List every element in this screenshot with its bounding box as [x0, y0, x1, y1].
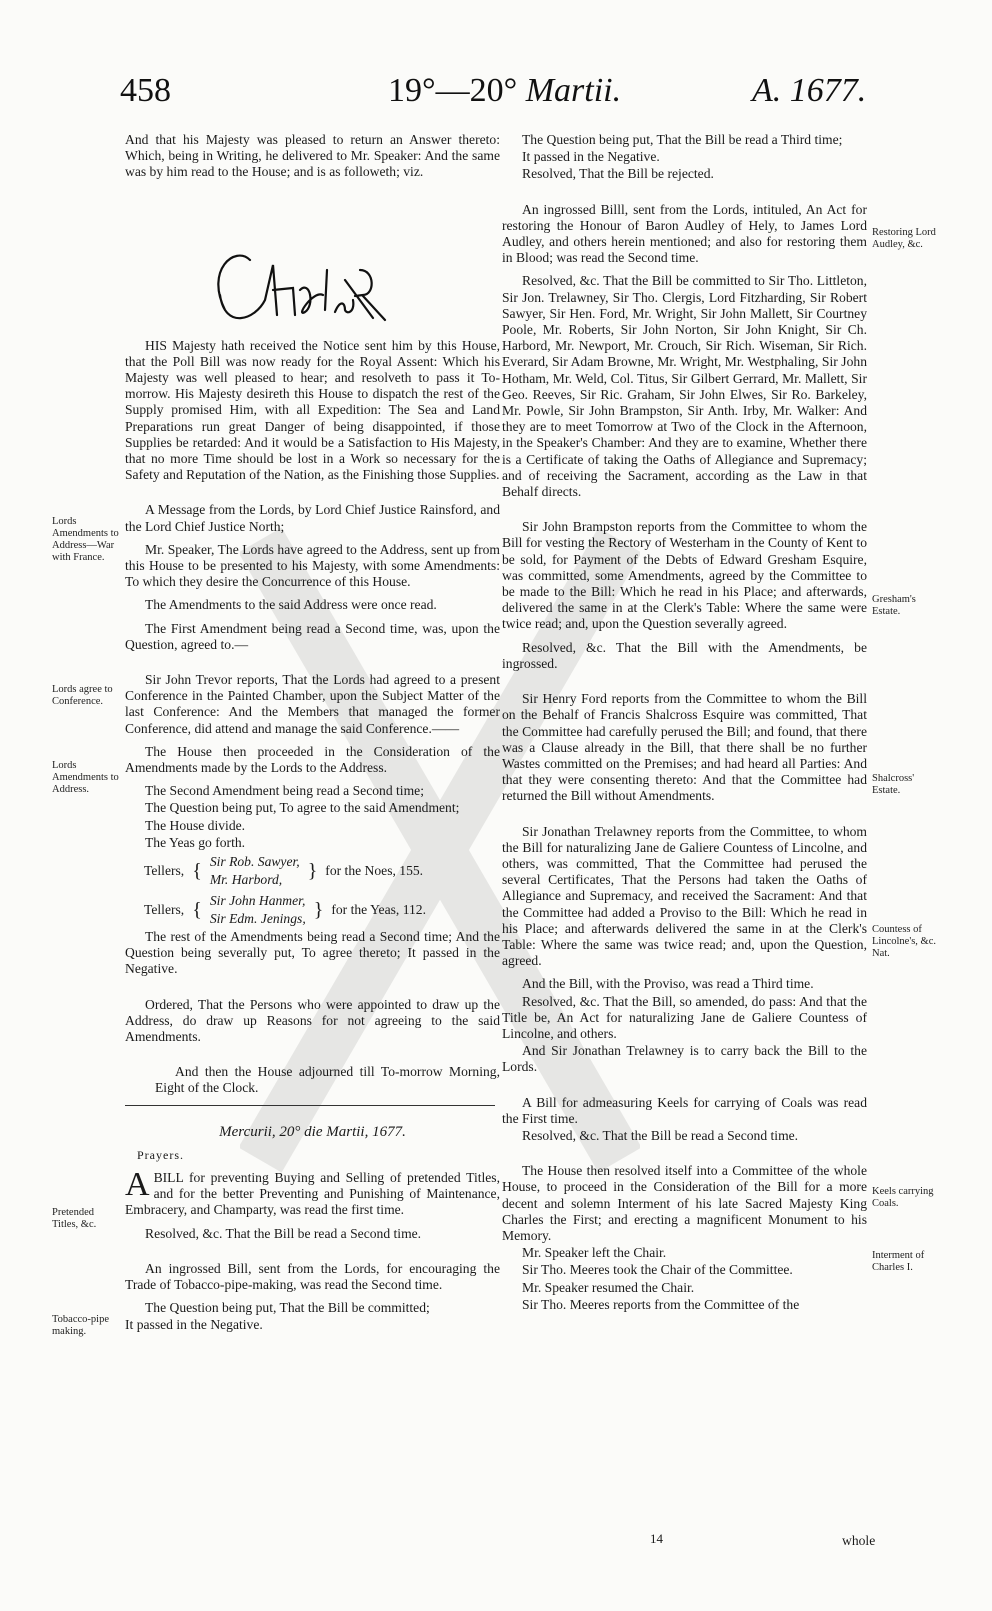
- question-committed: The Question being put, That the Bill be committed;: [145, 1300, 430, 1316]
- drop-cap: A: [125, 1165, 150, 1203]
- header-date-range: 19°—20°: [388, 72, 518, 109]
- margin-note-tobacco-pipe: Tobacco-pipe making.: [52, 1314, 109, 1337]
- tellers-yeas: Tellers, { Sir John Hanmer, } for the Yeas, 112. Sir Edm. Jenings,: [139, 891, 431, 929]
- audley-bill: An ingrossed Billl, sent from the Lords, intituled, An Act for restoring the Honour of Baron Audley of Hely, to James Lord Audley, and others herein mentioned; and also for restoring them in Blood; was read the Second time.: [502, 201, 867, 266]
- second-amendment: The Second Amendment being read a Second time;: [145, 783, 424, 799]
- interment-committee: The House then resolved itself into a Committee of the whole House, to proceed in the Consideration of the Bill for a more decent and solemn Interment of his late Sacred Majesty King Charles the First; and erecting a magnificent Monument to his Memory.: [502, 1163, 867, 1243]
- keels-second: Resolved, &c. That the Bill be read a Second time.: [522, 1127, 799, 1143]
- speaker-resumed: Mr. Speaker resumed the Chair.: [522, 1279, 695, 1295]
- header-month: Martii.: [525, 72, 622, 109]
- margin-note-keels-coals: Keels carrying Coals.: [872, 1186, 934, 1209]
- noes-result: for the Noes, 155.: [325, 863, 424, 879]
- first-amendment: The First Amendment being read a Second time, was, upon the Question, agreed to.—: [125, 620, 500, 652]
- kings-message: HIS Majesty hath received the Notice sent him by this House, that the Poll Bill was now ready for the Royal Assent: Which his Majesty was well pleased to hear; and resolveth to pass it To-morrow. His Majesty desireth this House to dispatch the rest of the Supply promised Him, with all Expedition: The Sea and Land Preparations run great Danger of being disappointed, if those Supplies be retarded: And it would be a Satisfaction to His Majesty, that no more Time should be lost in a Work so necessary for the Safety and Reputation of the Nation, as the Finishing those Supplies.: [125, 337, 500, 483]
- trelawney-carry: And Sir Jonathan Trelawney is to carry back the Bill to the Lords.: [502, 1043, 867, 1075]
- margin-note-interment-charles: Interment of Charles I.: [872, 1250, 925, 1273]
- proviso-third-time: And the Bill, with the Proviso, was read a Third time.: [522, 976, 814, 992]
- header-year: A. 1677.: [752, 72, 867, 109]
- tellers-noes: Tellers, { Sir Rob. Sawyer, } for the Noes, 155. Mr. Harbord,: [139, 852, 428, 890]
- question-third-time: The Question being put, That the Bill be read a Third time;: [522, 132, 843, 147]
- catchword: whole: [842, 1533, 876, 1548]
- passed-negative: It passed in the Negative.: [125, 1317, 263, 1333]
- prayers: Prayers.: [137, 1147, 184, 1162]
- house-proceeded: The House then proceeded in the Consideration of the Amendments made by the Lords to the Address.: [125, 743, 500, 776]
- tellers-label: Tellers,: [144, 863, 185, 879]
- amendments-read: The Amendments to the said Address were once read.: [145, 597, 437, 613]
- date-heading: Mercurii, 20° die Martii, 1677.: [219, 1123, 406, 1140]
- margin-note-countess-lincolne: Countess of Lincolne's, &c. Nat.: [872, 924, 936, 959]
- lords-message: A Message from the Lords, by Lord Chief Justice Rainsford, and the Lord Chief Justice North;: [125, 502, 500, 534]
- ordered-reasons: Ordered, That the Persons who were appointed to draw up the Address, do draw up Reasons for not agreeing to the said Amendments.: [125, 996, 500, 1044]
- brampston-report: Sir John Brampston reports from the Committee to whom the Bill for vesting the Rectory of Westerham in the County of Kent to be sold, for Payment of the Debts of Edward Gresham Esquire, was committed, some Amendments, agreed by the Committee to be made to the Bill: Which he read in his Place; and afterwards, delivered the same in at the Clerk's Table: Where the same were twice read; and, upon the Question severally agreed.: [502, 519, 867, 632]
- page-number: 458: [120, 72, 171, 109]
- header-dates: [388, 72, 621, 110]
- speaker-left: Mr. Speaker left the Chair.: [522, 1245, 667, 1261]
- pretended-titles-bill: [125, 1165, 500, 1219]
- audley-committee: Resolved, &c. That the Bill be committed to Sir Tho. Littleton, Sir Jon. Trelawney, Sir Tho. Clergis, Lord Fitzharding, Sir Robert Sawyer, Sir Hen. Ford, Mr. Wright, Sir John Mallett, Sir Courtney Poole, Mr. Roberts, Sir John Norton, Sir John Knight, Sir Ch. Harbord, Mr. Newport, Mr. Crouch, Sir Rich. Wiseman, Sir Rich. Everard, Sir Adam Browne, Mr. Wright, Mr. Westphaling, Sir John Hotham, Mr. Weld, Col. Titus, Sir Gilbert Gerrard, Mr. Mallett, Sir Geo. Reeves, Sir Ric. Graham, Sir John Elwes, Sir Ro. Barkeley, Mr. Powle, Sir John Brampston, Sir Anth. Irby, Mr. Walker: And they are to meet Tomorrow at Two of the Clock in the Afternoon, in the Speaker's Chamber: And they are to examine, Whether there is a Certificate of taking the Oaths of Allegiance and Supremacy; and of receiving the Sacrament, according as the Law in that Behalf directs.: [502, 273, 867, 500]
- house-adjourned: And then the House adjourned till To-morrow Morning, Eight of the Clock.: [155, 1064, 500, 1096]
- trevor-report: Sir John Trevor reports, That the Lords had agreed to a present Conference in the Painted Chamber, upon the Subject Matter of the last Conference: And the Members that managed the former Conference, did attend and manage the said Conference.——: [125, 672, 500, 736]
- meeres-chair: Sir Tho. Meeres took the Chair of the Committee.: [522, 1262, 793, 1278]
- trelawney-report: Sir Jonathan Trelawney reports from the Committee, to whom the Bill for naturalizing Jane de Galiere Countess of Lincolne, and others, was committed, That the Committee had perused the several Certificates, That the Persons had taken the Oaths of Allegiance and Supremacy, and received the Sacrament: And that the Committee had added a Proviso to the Bill: Which he read in his Place; and afterwards delivered the same in at the Clerk's Table: Where the same was twice read; and, upon the Question, agreed.: [502, 823, 867, 969]
- keels-bill: A Bill for admeasuring Keels for carrying of Coals was read the First time.: [502, 1094, 867, 1126]
- naturalizing-pass: Resolved, &c. That the Bill, so amended, do pass: And that the Title be, An Act for naturalizing Jane de Galiere Countess of Lincolne, and others.: [502, 993, 867, 1041]
- bill-rejected: Resolved, That the Bill be rejected.: [522, 166, 714, 182]
- section-rule: [125, 1105, 495, 1106]
- pretended-titles-text: BILL for preventing Buying and Selling of pretended Titles, and for the better Preventing and Punishing of Maintenance, Embracery, and Champarty, was read the first time.: [125, 1169, 500, 1218]
- resolved-second-reading: Resolved, &c. That the Bill be read a Second time.: [145, 1225, 422, 1241]
- signature-mark: 14: [650, 1531, 663, 1546]
- gresham-ingrossed: Resolved, &c. That the Bill with the Amendments, be ingrossed.: [502, 639, 867, 671]
- yeas-teller-2: Sir Edm. Jenings,: [209, 910, 306, 926]
- yeas-teller-1: Sir John Hanmer,: [209, 892, 306, 908]
- right-column: [502, 132, 867, 1314]
- yeas-go-forth: The Yeas go forth.: [145, 834, 246, 850]
- margin-note-restoring-audley: Restoring Lord Audley, &c.: [872, 227, 936, 250]
- ford-report: Sir Henry Ford reports from the Committee to whom the Bill on the Behalf of Francis Shalcross Esquire was committed, That the Committee had carefully perused the Bill; and found, that there was a Clause already in the Bill, that there shall be no further Wastes committed on the Premises; and had heard all Parties: And that they were consenting thereto: And that the Committee had returned the Bill without Amendments.: [502, 691, 867, 804]
- passed-negative-r: It passed in the Negative.: [522, 149, 660, 165]
- margin-note-pretended-titles: Pretended Titles, &c.: [52, 1207, 97, 1230]
- signature-space: [125, 188, 500, 338]
- question-put: The Question being put, To agree to the said Amendment;: [145, 800, 460, 816]
- margin-note-lords-agree-conference: Lords agree to Conference.: [52, 684, 113, 707]
- margin-note-lords-amendments-war: Lords Amendments to Address—War with France.: [52, 516, 119, 563]
- rest-amendments: The rest of the Amendments being read a Second time; And the Question being severally put, To agree thereto; It passed in the Negative.: [125, 928, 500, 977]
- answer-intro: And that his Majesty was pleased to return an Answer thereto: Which, being in Writing, he delivered to Mr. Speaker: And the same was by him read to the House; and is as followeth; viz.: [125, 132, 500, 180]
- noes-teller-1: Sir Rob. Sawyer,: [209, 854, 300, 870]
- speaker-address: Mr. Speaker, The Lords have agreed to the Address, sent up from this House to be presented to his Majesty, with some Amendments: To which they desire the Concurrence of this House.: [125, 541, 500, 590]
- left-column: [125, 132, 500, 1341]
- margin-note-shalcross-estate: Shalcross' Estate.: [872, 773, 915, 796]
- tellers-label: Tellers,: [144, 901, 185, 917]
- meeres-reports: Sir Tho. Meeres reports from the Committee of the: [522, 1296, 800, 1312]
- house-divide: The House divide.: [145, 817, 246, 833]
- margin-note-lords-amendments-address: Lords Amendments to Address.: [52, 760, 119, 795]
- noes-teller-2: Mr. Harbord,: [209, 872, 283, 888]
- tobacco-bill: An ingrossed Bill, sent from the Lords, for encouraging the Trade of Tobacco-pipe-making, was read the Second time.: [125, 1260, 500, 1292]
- yeas-result: for the Yeas, 112.: [331, 901, 426, 917]
- margin-note-greshams-estate: Gresham's Estate.: [872, 594, 916, 617]
